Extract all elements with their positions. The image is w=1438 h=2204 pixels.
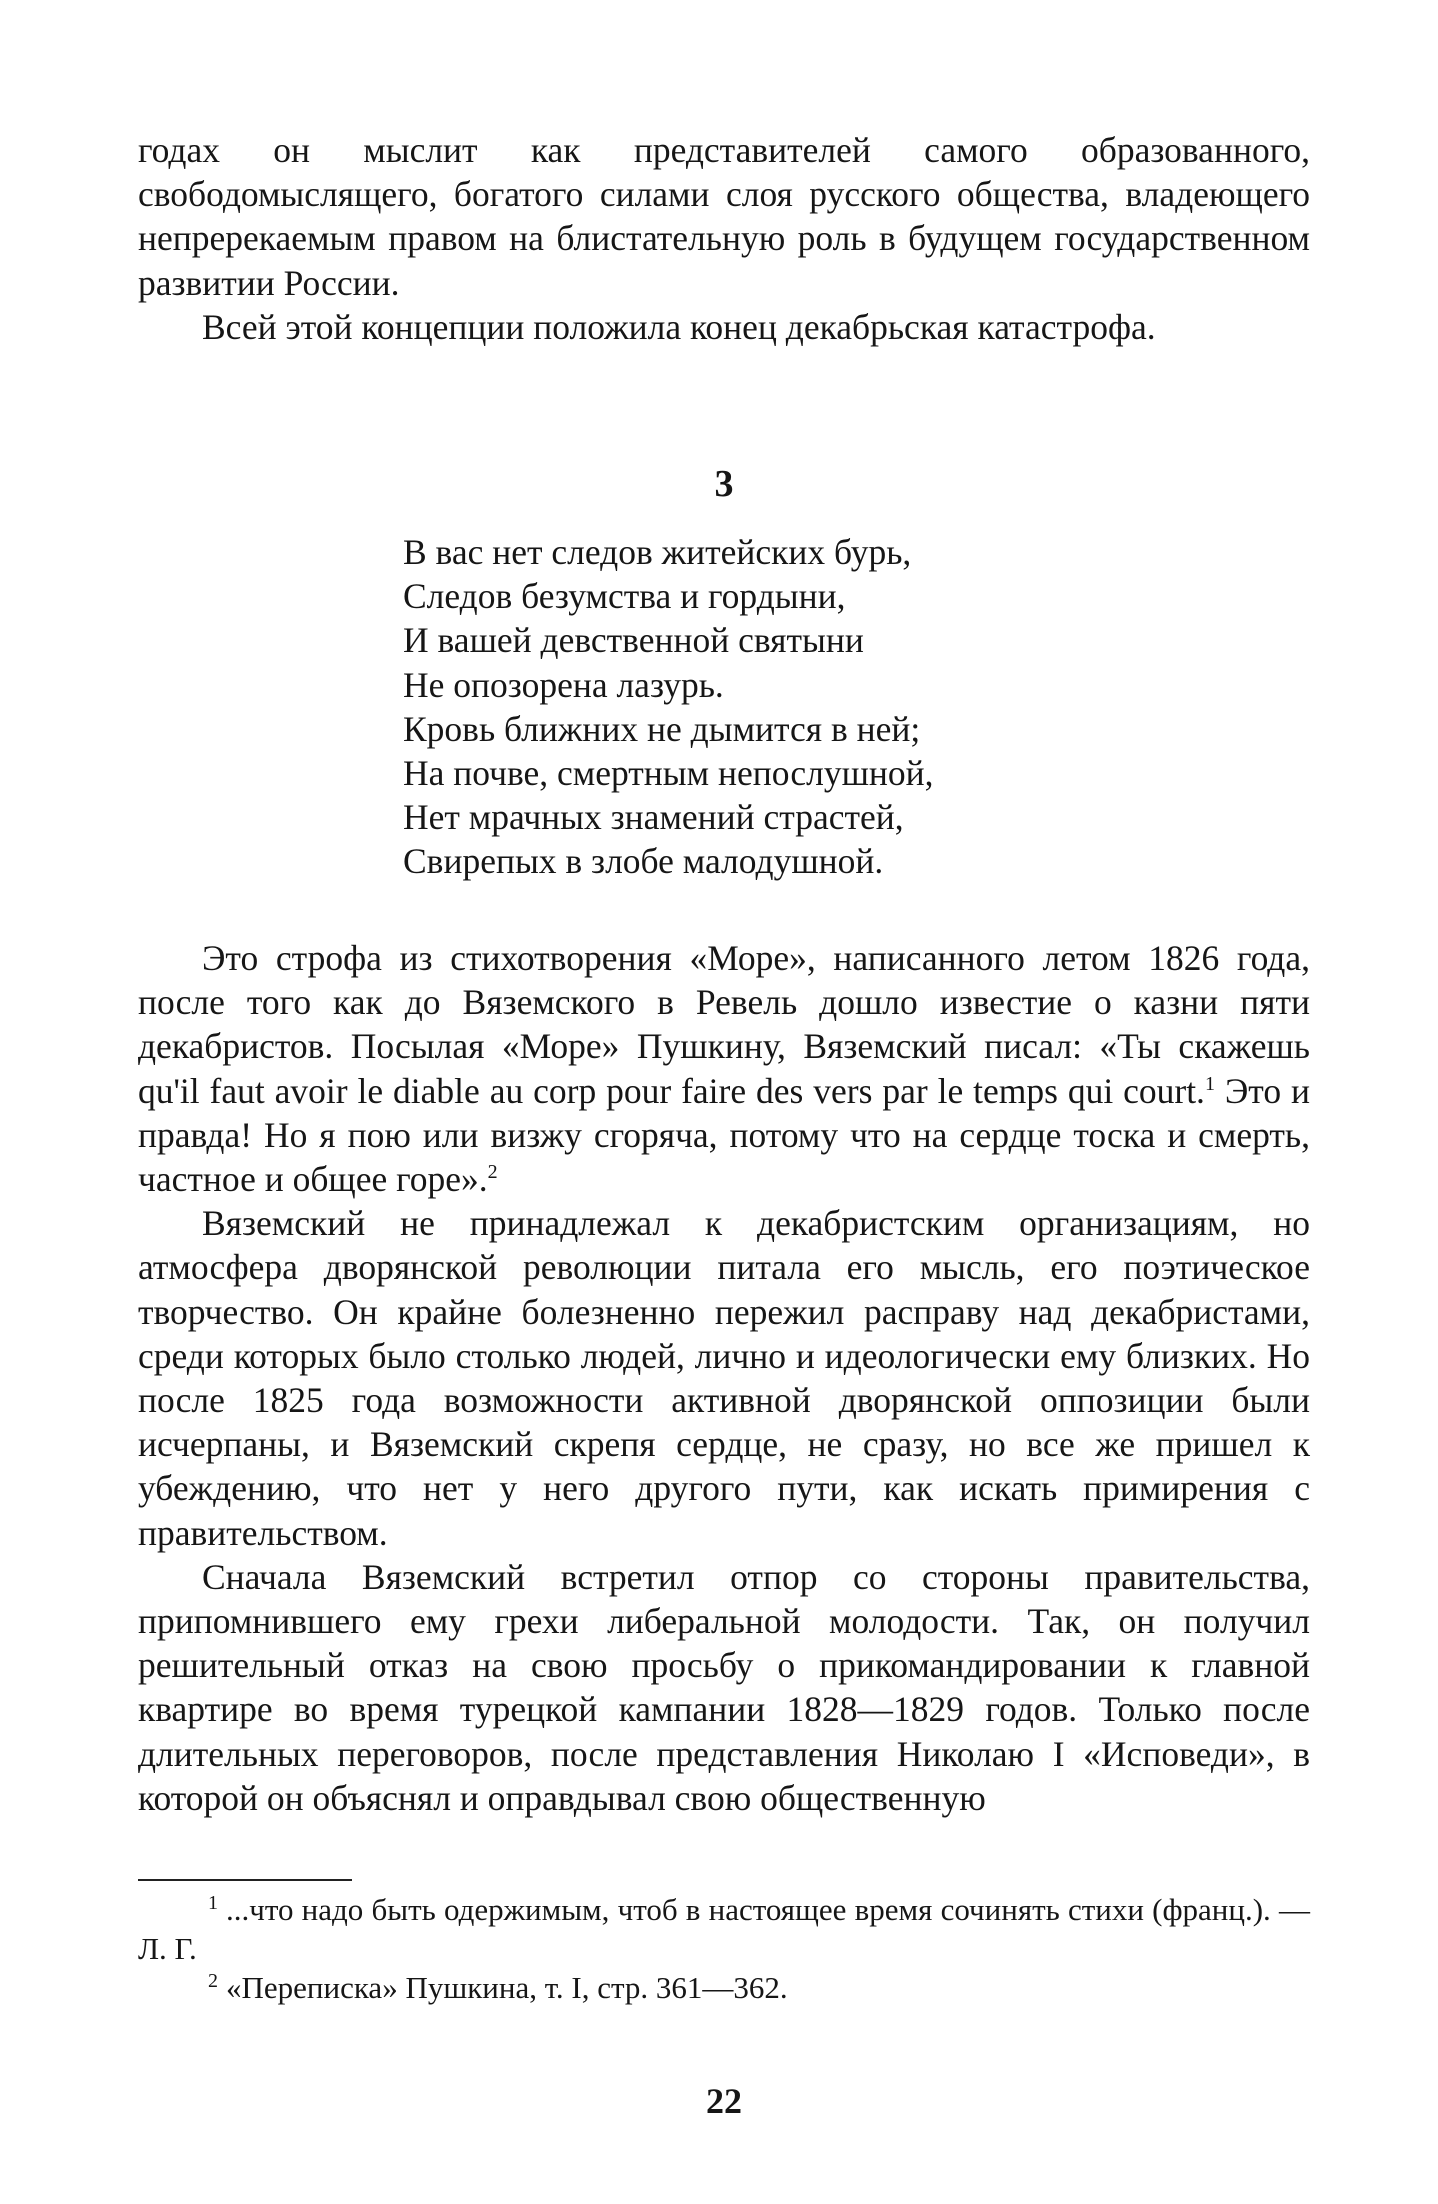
page-number: 22 (706, 2081, 742, 2121)
verse-stanza (403, 530, 1103, 884)
opening-paragraph: годах он мыслит как представителей самого образованного, свободомыслящего, богатого силами слоя русского общества, владеющего непререкаемым правом на блистательную роль в будущем государственном развитии России. (138, 130, 1310, 303)
footnote-ref[interactable]: 1 (1204, 1072, 1215, 1095)
opening-text (138, 128, 1310, 349)
body-paragraph-text: Это и правда! Но я пою или визжу сгоряча, потому что на сердце тоска и смерть, частное и общее горе». (138, 1070, 1310, 1200)
opening-paragraph: Всей этой концепции положила конец декабрьская катастрофа. (202, 306, 1156, 347)
footnote-ref[interactable]: 2 (487, 1161, 498, 1184)
footnote-divider (138, 1879, 352, 1881)
footnote-text: «Переписка» Пушкина, т. I, стр. 361—362. (226, 1970, 788, 2005)
verse-line: Не опозорена лазурь. (403, 664, 724, 705)
body-paragraph-text: Это строфа из стихотворения «Море», написанного летом 1826 года, после того как до Вяземского в Ревель дошло известие о казни пяти декабристов. Посылая «Море» Пушкину, Вяземский писал: «Ты скажешь qu'il faut avoir le diable au corp pour faire des vers par le temps qui court. (138, 938, 1310, 1111)
verse-line: В вас нет следов житейских бурь, (403, 532, 912, 572)
verse-line: Свирепых в злобе малодушной. (403, 841, 884, 882)
footnote-text: ...что надо быть одержимым, чтоб в настоящее время сочинять стихи (франц.). — Л. Г. (138, 1892, 1310, 1966)
footnote-number: 1 (208, 1891, 218, 1914)
book-page (138, 128, 1310, 2121)
body-paragraph (138, 936, 1310, 1201)
verse-line: На почве, смертным непослушной, (403, 753, 934, 794)
footnote (138, 1968, 1310, 2007)
verse-line: Кровь ближних не дымится в ней; (403, 708, 921, 749)
section-number: 3 (714, 463, 734, 505)
body-paragraph: Сначала Вяземский встретил отпор со стороны правительства, припомнившего ему грехи либеральной молодости. Так, он получил решительный отказ на свою просьбу о прикомандировании к главной квартире во время турецкой кампании 1828—1829 годов. Только после длительных переговоров, после представления Николаю I «Исповеди», в которой он объяснял и оправдывал свою общественную (138, 1556, 1310, 1818)
footnote (138, 1890, 1310, 1968)
verse-line: Следов безумства и гордыни, (403, 576, 846, 617)
verse-line: И вашей девственной святыни (403, 620, 864, 661)
footnote-number: 2 (208, 1969, 218, 1992)
body-paragraph: Вяземский не принадлежал к декабристским организациям, но атмосфера дворянской революции питала его мысль, его поэтическое творчество. Он крайне болезненно пережил расправу над декабристами, среди которых было столько людей, лично и идеологически ему близких. Но после 1825 года возможности активной дворянской оппозиции были исчерпаны, и Вяземский скрепя сердце, не сразу, но все же пришел к убеждению, что нет у него другого пути, как искать примирения с правительством. (138, 1203, 1310, 1553)
footnotes (138, 1890, 1310, 2007)
body-text (138, 936, 1310, 1820)
verse-line: Нет мрачных знамений страстей, (403, 797, 904, 838)
